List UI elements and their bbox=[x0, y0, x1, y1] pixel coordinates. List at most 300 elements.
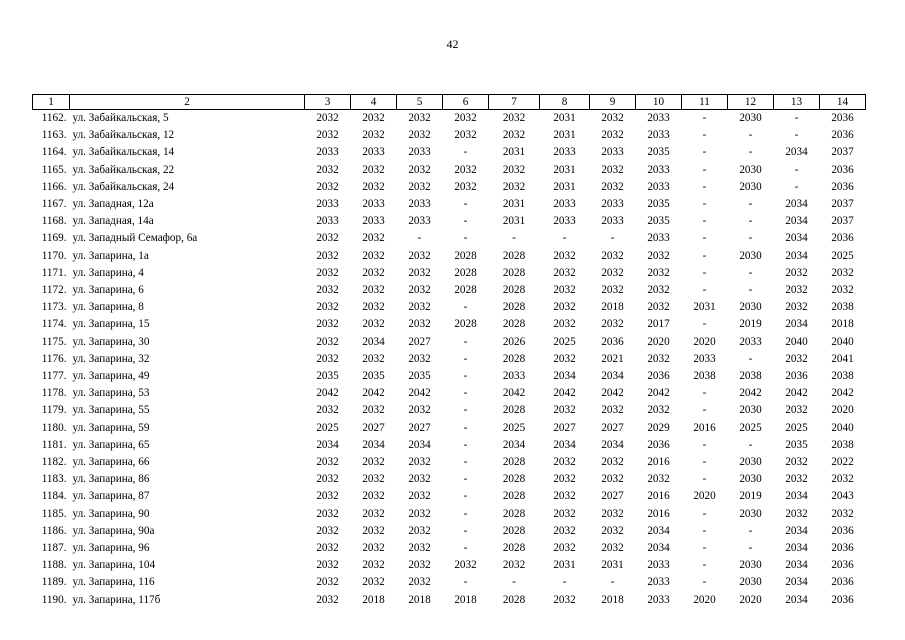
year-cell: 2042 bbox=[601, 387, 624, 400]
year-cell: 2036 bbox=[831, 593, 854, 606]
year-cell: 2034 bbox=[553, 438, 576, 451]
year-cell: 2034 bbox=[785, 576, 808, 589]
row-number: 1165. bbox=[41, 163, 67, 176]
address-cell: ул. Запарина, 86 bbox=[72, 473, 150, 486]
year-cell: 2032 bbox=[316, 593, 339, 606]
year-cell: - bbox=[463, 387, 468, 400]
year-cell: - bbox=[512, 232, 516, 245]
year-cell: 2036 bbox=[831, 576, 854, 589]
year-cell: 2032 bbox=[408, 576, 431, 589]
year-cell: 2031 bbox=[553, 559, 576, 572]
address-cell: ул. Запарина, 32 bbox=[72, 352, 150, 365]
table-row bbox=[33, 110, 866, 128]
year-cell: 2032 bbox=[408, 163, 431, 176]
year-cell: 2032 bbox=[316, 490, 339, 503]
year-cell: 2033 bbox=[408, 198, 431, 211]
table-row bbox=[33, 196, 866, 213]
table-row bbox=[33, 437, 866, 454]
year-cell: 2028 bbox=[502, 456, 526, 469]
year-cell: 2037 bbox=[831, 146, 854, 159]
year-cell: 2032 bbox=[647, 266, 670, 279]
year-cell: 2033 bbox=[647, 559, 670, 572]
year-cell: 2032 bbox=[831, 507, 854, 520]
year-cell: 2036 bbox=[831, 542, 854, 555]
year-cell: 2032 bbox=[362, 473, 385, 486]
table-row bbox=[33, 334, 866, 351]
year-cell: 2028 bbox=[502, 266, 526, 279]
year-cell: - bbox=[417, 232, 422, 245]
year-cell: - bbox=[463, 490, 468, 503]
year-cell: 2032 bbox=[316, 542, 339, 555]
table-row bbox=[33, 179, 866, 196]
year-cell: 2035 bbox=[647, 146, 670, 159]
year-cell: 2032 bbox=[408, 112, 431, 124]
year-cell: 2032 bbox=[454, 559, 477, 572]
year-cell: 2032 bbox=[601, 507, 624, 520]
year-cell: 2032 bbox=[362, 542, 385, 555]
year-cell: 2035 bbox=[785, 438, 808, 451]
row-number: 1186. bbox=[41, 524, 67, 537]
year-cell: 2032 bbox=[316, 232, 339, 245]
year-cell: 2034 bbox=[785, 593, 808, 606]
year-cell: 2032 bbox=[553, 404, 576, 417]
year-cell: 2034 bbox=[362, 438, 385, 451]
address-cell: ул. Запарина, 53 bbox=[72, 387, 150, 400]
row-number: 1166. bbox=[41, 180, 67, 193]
year-cell: 2025 bbox=[739, 421, 762, 434]
year-cell: - bbox=[610, 232, 615, 245]
address-cell: ул. Забайкальская, 22 bbox=[72, 163, 175, 176]
year-cell: - bbox=[748, 129, 753, 142]
year-cell: 2027 bbox=[553, 421, 576, 434]
table-header-row bbox=[33, 95, 866, 110]
year-cell: 2032 bbox=[601, 284, 624, 297]
year-cell: - bbox=[748, 352, 753, 365]
year-cell: 2034 bbox=[785, 559, 808, 572]
row-number: 1167. bbox=[41, 198, 67, 211]
year-cell: - bbox=[463, 507, 468, 520]
table-row bbox=[33, 162, 866, 179]
row-number: 1185. bbox=[41, 507, 67, 520]
year-cell: 2036 bbox=[647, 438, 670, 451]
table-row bbox=[33, 506, 866, 523]
row-number: 1173. bbox=[41, 301, 67, 314]
year-cell: 2020 bbox=[739, 593, 762, 606]
year-cell: - bbox=[463, 404, 468, 417]
year-cell: 2020 bbox=[647, 335, 670, 348]
year-cell: 2030 bbox=[739, 576, 762, 589]
year-cell: - bbox=[748, 232, 753, 245]
year-cell: 2022 bbox=[831, 456, 854, 469]
table-row bbox=[33, 316, 866, 333]
year-cell: 2037 bbox=[831, 215, 854, 228]
year-cell: - bbox=[748, 524, 753, 537]
year-cell: 2025 bbox=[785, 421, 808, 434]
year-cell: 2032 bbox=[316, 129, 339, 142]
year-cell: 2025 bbox=[831, 249, 854, 262]
year-cell: - bbox=[794, 180, 799, 193]
year-cell: 2033 bbox=[553, 198, 576, 211]
year-cell: 2033 bbox=[316, 215, 339, 228]
year-cell: 2028 bbox=[502, 593, 526, 606]
year-cell: 2030 bbox=[739, 301, 762, 314]
year-cell: 2033 bbox=[362, 215, 385, 228]
year-cell: 2019 bbox=[739, 318, 762, 331]
year-cell: 2036 bbox=[831, 112, 854, 124]
year-cell: - bbox=[702, 180, 707, 193]
year-cell: 2032 bbox=[362, 301, 385, 314]
year-cell: - bbox=[702, 215, 707, 228]
year-cell: 2018 bbox=[601, 593, 624, 606]
year-cell: 2032 bbox=[502, 112, 526, 124]
year-cell: 2016 bbox=[647, 507, 670, 520]
column-header-7: 7 bbox=[489, 95, 540, 110]
year-cell: 2031 bbox=[502, 215, 526, 228]
year-cell: - bbox=[463, 146, 468, 159]
address-cell: ул. Забайкальская, 24 bbox=[72, 180, 175, 193]
address-cell: ул. Запарина, 59 bbox=[72, 421, 150, 434]
year-cell: 2032 bbox=[362, 507, 385, 520]
year-cell: 2021 bbox=[601, 352, 624, 365]
year-cell: - bbox=[463, 301, 468, 314]
year-cell: 2032 bbox=[408, 507, 431, 520]
year-cell: 2032 bbox=[362, 524, 385, 537]
table-row bbox=[33, 248, 866, 265]
year-cell: 2018 bbox=[601, 301, 624, 314]
year-cell: 2031 bbox=[601, 559, 624, 572]
table-row bbox=[33, 213, 866, 230]
year-cell: 2032 bbox=[408, 473, 431, 486]
year-cell: 2032 bbox=[647, 249, 670, 262]
year-cell: 2018 bbox=[408, 593, 431, 606]
year-cell: 2033 bbox=[739, 335, 762, 348]
column-header-5: 5 bbox=[397, 95, 443, 110]
year-cell: 2036 bbox=[831, 524, 854, 537]
year-cell: 2035 bbox=[408, 370, 431, 383]
year-cell: 2032 bbox=[553, 318, 576, 331]
column-header-9: 9 bbox=[590, 95, 636, 110]
year-cell: 2032 bbox=[647, 473, 670, 486]
year-cell: 2034 bbox=[785, 198, 808, 211]
year-cell: 2036 bbox=[831, 129, 854, 142]
year-cell: 2033 bbox=[553, 215, 576, 228]
year-cell: 2032 bbox=[831, 266, 854, 279]
year-cell: - bbox=[748, 215, 753, 228]
year-cell: 2033 bbox=[601, 198, 624, 211]
year-cell: 2034 bbox=[408, 438, 431, 451]
year-cell: 2031 bbox=[553, 180, 576, 193]
row-number: 1169. bbox=[41, 232, 67, 245]
column-header-12: 12 bbox=[728, 95, 774, 110]
year-cell: 2028 bbox=[502, 301, 526, 314]
year-cell: 2034 bbox=[785, 524, 808, 537]
column-header-4: 4 bbox=[351, 95, 397, 110]
year-cell: 2032 bbox=[785, 404, 808, 417]
row-number: 1164. bbox=[41, 146, 67, 159]
year-cell: 2027 bbox=[408, 335, 431, 348]
year-cell: - bbox=[702, 266, 707, 279]
row-number: 1190. bbox=[41, 593, 67, 606]
year-cell: 2032 bbox=[362, 129, 385, 142]
year-cell: - bbox=[702, 404, 707, 417]
year-cell: - bbox=[463, 473, 468, 486]
table-row bbox=[33, 402, 866, 419]
year-cell: 2032 bbox=[601, 524, 624, 537]
year-cell: - bbox=[702, 559, 707, 572]
year-cell: - bbox=[610, 576, 615, 589]
table-row bbox=[33, 144, 866, 161]
year-cell: 2038 bbox=[739, 370, 762, 383]
year-cell: 2032 bbox=[553, 524, 576, 537]
year-cell: - bbox=[702, 146, 707, 159]
year-cell: 2034 bbox=[785, 215, 808, 228]
year-cell: - bbox=[748, 266, 753, 279]
column-header-3: 3 bbox=[305, 95, 351, 110]
address-cell: ул. Запарина, 96 bbox=[72, 542, 150, 555]
year-cell: 2032 bbox=[316, 318, 339, 331]
year-cell: 2030 bbox=[739, 507, 762, 520]
address-cell: ул. Запарина, 49 bbox=[72, 370, 150, 383]
year-cell: 2020 bbox=[693, 490, 716, 503]
year-cell: - bbox=[463, 438, 468, 451]
table-row bbox=[33, 351, 866, 368]
year-cell: - bbox=[748, 438, 753, 451]
column-header-14: 14 bbox=[820, 95, 866, 110]
year-cell: 2038 bbox=[831, 438, 854, 451]
year-cell: 2032 bbox=[502, 559, 526, 572]
table-row bbox=[33, 557, 866, 574]
year-cell: 2032 bbox=[553, 284, 576, 297]
year-cell: 2020 bbox=[693, 335, 716, 348]
year-cell: 2018 bbox=[454, 593, 477, 606]
year-cell: 2032 bbox=[553, 352, 576, 365]
year-cell: 2032 bbox=[316, 163, 339, 176]
address-cell: ул. Запарина, 65 bbox=[72, 438, 150, 451]
year-cell: - bbox=[702, 438, 707, 451]
row-number: 1181. bbox=[41, 438, 67, 451]
year-cell: 2034 bbox=[316, 438, 339, 451]
year-cell: 2025 bbox=[316, 421, 339, 434]
year-cell: 2042 bbox=[647, 387, 670, 400]
year-cell: 2034 bbox=[601, 438, 624, 451]
year-cell: 2033 bbox=[647, 163, 670, 176]
row-number: 1189. bbox=[41, 576, 67, 589]
year-cell: 2040 bbox=[831, 335, 854, 348]
year-cell: 2036 bbox=[601, 335, 624, 348]
year-cell: 2034 bbox=[553, 370, 576, 383]
year-cell: 2032 bbox=[553, 542, 576, 555]
year-cell: 2028 bbox=[502, 507, 526, 520]
address-cell: ул. Запарина, 4 bbox=[72, 266, 144, 279]
year-cell: 2033 bbox=[647, 232, 670, 245]
table-row bbox=[33, 420, 866, 437]
year-cell: 2028 bbox=[454, 249, 477, 262]
year-cell: 2043 bbox=[831, 490, 854, 503]
year-cell: 2032 bbox=[601, 266, 624, 279]
year-cell: 2038 bbox=[831, 370, 854, 383]
year-cell: 2032 bbox=[502, 129, 526, 142]
year-cell: 2032 bbox=[553, 301, 576, 314]
year-cell: 2030 bbox=[739, 404, 762, 417]
row-number: 1187. bbox=[41, 542, 67, 555]
year-cell: 2032 bbox=[362, 112, 385, 124]
year-cell: 2042 bbox=[553, 387, 576, 400]
year-cell: 2041 bbox=[831, 352, 854, 365]
address-cell: ул. Запарина, 66 bbox=[72, 456, 150, 469]
year-cell: 2034 bbox=[785, 232, 808, 245]
address-cell: ул. Запарина, 55 bbox=[72, 404, 150, 417]
year-cell: 2032 bbox=[362, 352, 385, 365]
data-table bbox=[32, 94, 866, 609]
year-cell: 2032 bbox=[362, 180, 385, 193]
year-cell: 2032 bbox=[647, 301, 670, 314]
column-header-2: 2 bbox=[70, 95, 305, 110]
year-cell: 2032 bbox=[502, 163, 526, 176]
row-number: 1174. bbox=[41, 318, 67, 331]
year-cell: 2032 bbox=[785, 507, 808, 520]
year-cell: 2032 bbox=[601, 456, 624, 469]
row-number: 1162. bbox=[41, 112, 67, 124]
year-cell: 2032 bbox=[408, 129, 431, 142]
address-cell: ул. Западная, 14а bbox=[72, 215, 154, 228]
year-cell: 2028 bbox=[502, 524, 526, 537]
address-cell: ул. Забайкальская, 12 bbox=[72, 129, 175, 142]
year-cell: 2032 bbox=[601, 112, 624, 124]
year-cell: - bbox=[702, 163, 707, 176]
year-cell: 2036 bbox=[831, 163, 854, 176]
table-row bbox=[33, 282, 866, 299]
year-cell: 2027 bbox=[362, 421, 385, 434]
year-cell: - bbox=[702, 112, 707, 124]
year-cell: 2028 bbox=[502, 249, 526, 262]
table-row bbox=[33, 454, 866, 471]
year-cell: 2032 bbox=[408, 542, 431, 555]
year-cell: 2032 bbox=[316, 559, 339, 572]
year-cell: 2034 bbox=[601, 370, 624, 383]
address-cell: ул. Запарина, 15 bbox=[72, 318, 150, 331]
year-cell: - bbox=[702, 198, 707, 211]
year-cell: - bbox=[702, 507, 707, 520]
row-number: 1178. bbox=[41, 387, 67, 400]
year-cell: - bbox=[748, 542, 753, 555]
year-cell: 2032 bbox=[601, 129, 624, 142]
year-cell: 2032 bbox=[408, 301, 431, 314]
row-number: 1175. bbox=[41, 335, 67, 348]
year-cell: 2032 bbox=[408, 266, 431, 279]
year-cell: - bbox=[702, 232, 707, 245]
year-cell: 2028 bbox=[502, 318, 526, 331]
column-header-8: 8 bbox=[540, 95, 590, 110]
year-cell: 2032 bbox=[553, 456, 576, 469]
year-cell: 2034 bbox=[785, 542, 808, 555]
row-number: 1172. bbox=[41, 284, 67, 297]
address-cell: ул. Западный Семафор, 6а bbox=[72, 232, 198, 245]
year-cell: 2032 bbox=[454, 163, 477, 176]
year-cell: 2032 bbox=[785, 456, 808, 469]
year-cell: 2032 bbox=[408, 404, 431, 417]
year-cell: 2025 bbox=[502, 421, 526, 434]
year-cell: 2042 bbox=[739, 387, 762, 400]
year-cell: 2027 bbox=[601, 421, 624, 434]
year-cell: 2032 bbox=[647, 284, 670, 297]
address-cell: ул. Западная, 12а bbox=[72, 198, 154, 211]
table-row bbox=[33, 471, 866, 488]
year-cell: 2030 bbox=[739, 112, 762, 124]
year-cell: - bbox=[702, 249, 707, 262]
address-cell: ул. Запарина, 87 bbox=[72, 490, 150, 503]
year-cell: 2035 bbox=[647, 198, 670, 211]
year-cell: 2032 bbox=[362, 576, 385, 589]
address-cell: ул. Запарина, 1а bbox=[72, 249, 149, 262]
year-cell: - bbox=[702, 318, 707, 331]
year-cell: - bbox=[702, 456, 707, 469]
year-cell: 2032 bbox=[553, 490, 576, 503]
year-cell: - bbox=[702, 387, 707, 400]
address-cell: ул. Запарина, 104 bbox=[72, 559, 156, 572]
table-row bbox=[33, 230, 866, 247]
year-cell: 2028 bbox=[454, 284, 477, 297]
year-cell: 2031 bbox=[502, 146, 526, 159]
year-cell: 2018 bbox=[831, 318, 854, 331]
year-cell: 2032 bbox=[785, 352, 808, 365]
year-cell: 2032 bbox=[408, 524, 431, 537]
address-cell: ул. Запарина, 90 bbox=[72, 507, 150, 520]
year-cell: - bbox=[794, 112, 799, 124]
year-cell: - bbox=[463, 421, 468, 434]
year-cell: 2028 bbox=[502, 542, 526, 555]
year-cell: - bbox=[463, 232, 468, 245]
year-cell: - bbox=[463, 198, 468, 211]
year-cell: - bbox=[702, 524, 707, 537]
year-cell: 2032 bbox=[362, 559, 385, 572]
year-cell: 2032 bbox=[408, 352, 431, 365]
table-row bbox=[33, 574, 866, 591]
year-cell: 2034 bbox=[785, 249, 808, 262]
page-number: 42 bbox=[446, 37, 459, 51]
year-cell: 2018 bbox=[362, 593, 385, 606]
year-cell: - bbox=[702, 542, 707, 555]
year-cell: 2032 bbox=[316, 112, 339, 124]
row-number: 1177. bbox=[41, 370, 67, 383]
year-cell: - bbox=[702, 473, 707, 486]
address-cell: ул. Запарина, 116 bbox=[72, 576, 155, 589]
address-cell: ул. Забайкальская, 14 bbox=[72, 146, 175, 159]
year-cell: 2028 bbox=[502, 490, 526, 503]
year-cell: 2032 bbox=[601, 404, 624, 417]
year-cell: 2033 bbox=[601, 215, 624, 228]
year-cell: - bbox=[702, 576, 707, 589]
year-cell: 2032 bbox=[553, 266, 576, 279]
year-cell: 2032 bbox=[601, 542, 624, 555]
year-cell: 2032 bbox=[362, 284, 385, 297]
year-cell: 2032 bbox=[362, 490, 385, 503]
year-cell: 2042 bbox=[408, 387, 431, 400]
year-cell: - bbox=[463, 576, 468, 589]
row-number: 1163. bbox=[41, 129, 67, 142]
year-cell: 2036 bbox=[785, 370, 808, 383]
year-cell: 2032 bbox=[362, 404, 385, 417]
year-cell: 2036 bbox=[831, 559, 854, 572]
year-cell: 2016 bbox=[647, 490, 670, 503]
year-cell: - bbox=[562, 576, 567, 589]
address-cell: ул. Запарина, 90а bbox=[72, 524, 155, 537]
year-cell: 2033 bbox=[647, 129, 670, 142]
year-cell: 2030 bbox=[739, 473, 762, 486]
year-cell: - bbox=[463, 215, 468, 228]
year-cell: - bbox=[794, 129, 799, 142]
year-cell: 2033 bbox=[647, 576, 670, 589]
year-cell: 2042 bbox=[316, 387, 339, 400]
